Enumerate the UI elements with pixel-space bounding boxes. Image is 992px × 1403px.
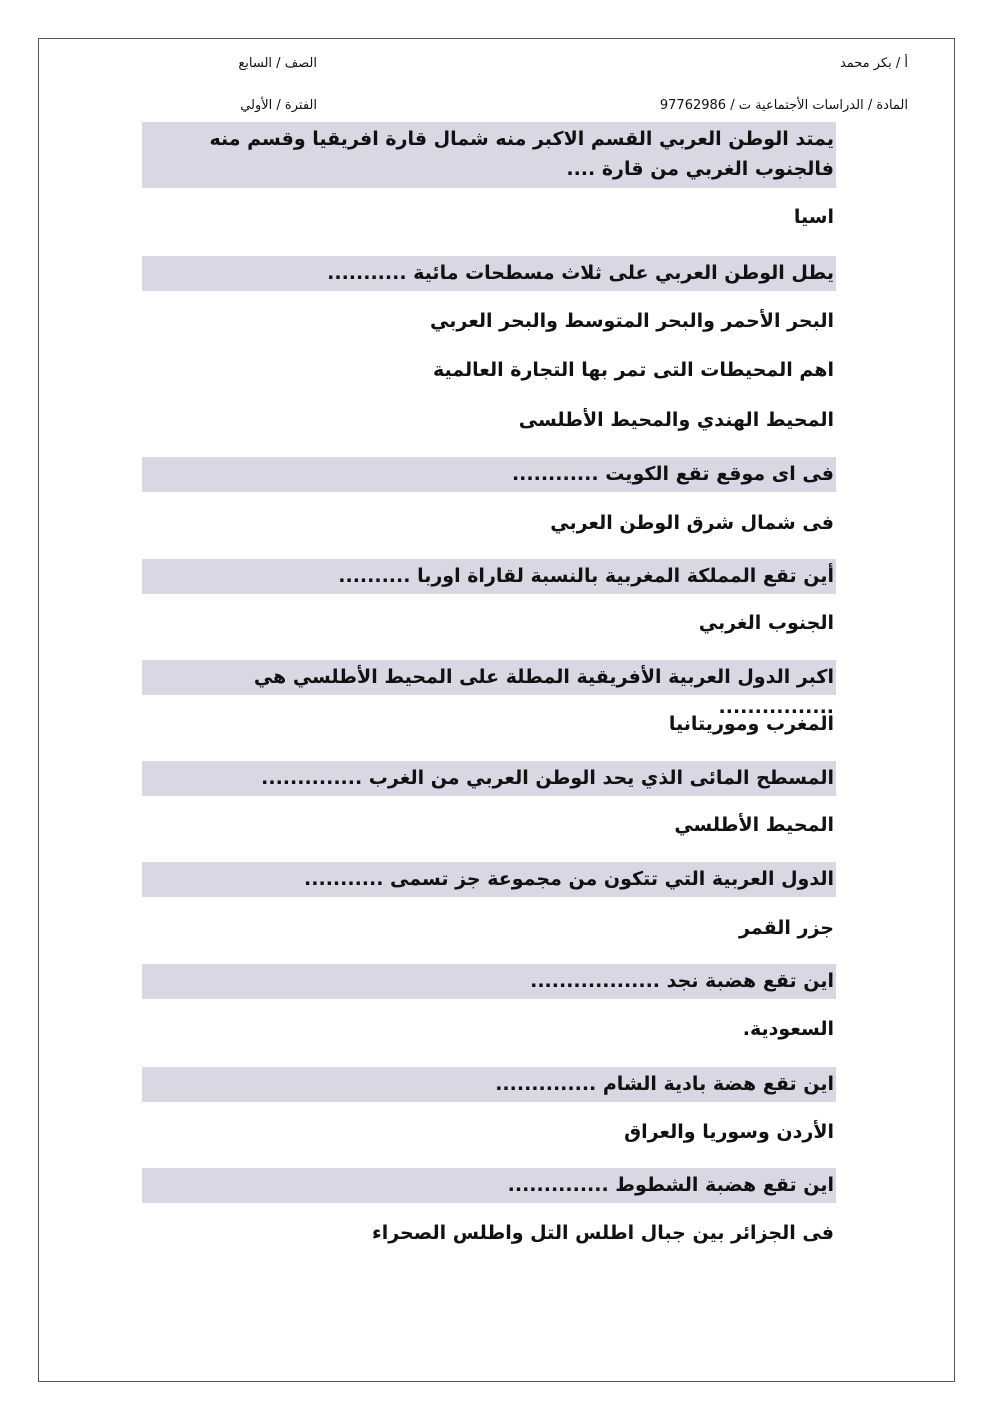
question-10: اين تقع هضة بادية الشام .............. (142, 1067, 836, 1102)
question-1: يمتد الوطن العربي القسم الاكبر منه شمال قارة افريقيا وقسم منه فالجنوب الغربي من قارة .... (142, 122, 836, 188)
question-2: يطل الوطن العربي على ثلاث مسطحات مائية ........... (142, 256, 836, 291)
answer-6: المغرب وموريتانيا (668, 713, 834, 735)
answer-7: المحيط الأطلسي (674, 814, 834, 836)
question-9: اين تقع هضبة نجد .................. (142, 964, 836, 999)
answer-9: السعودية. (742, 1018, 834, 1040)
question-11: اين تقع هضبة الشطوط .............. (142, 1168, 836, 1203)
answer-1: اسيا (793, 206, 834, 228)
question-7: المسطح المائى الذي يحد الوطن العربي من الغرب .............. (142, 761, 836, 796)
teacher-name: أ / بكر محمد (839, 56, 908, 71)
question-4: فى اى موقع تقع الكويت ............ (142, 457, 836, 492)
answer-11: فى الجزائر بين جبال اطلس التل واطلس الصحراء (372, 1222, 834, 1244)
question-3: اهم المحيطات التى تمر بها التجارة العالمية (432, 359, 834, 381)
grade-label: الصف / السابع (238, 56, 317, 71)
answer-2: البحر الأحمر والبحر المتوسط والبحر العربي (430, 310, 834, 332)
answer-5: الجنوب الغربي (698, 612, 834, 634)
question-6: اكبر الدول العربية الأفريقية المطلة على المحيط الأطلسي هي ................ (142, 660, 836, 695)
subject-and-phone: المادة / الدراسات الأجتماعية ت / 97762986 (659, 98, 908, 113)
answer-4: فى شمال شرق الوطن العربي (550, 512, 834, 534)
answer-3: المحيط الهندي والمحيط الأطلسى (518, 409, 834, 431)
question-8: الدول العربية التي تتكون من مجموعة جز تسمى ........... (142, 862, 836, 897)
answer-8: جزر القمر (739, 917, 834, 939)
answer-10: الأردن وسوريا والعراق (624, 1121, 834, 1143)
term-label: الفترة / الأولي (240, 98, 317, 113)
question-5: أين تقع المملكة المغربية بالنسبة لقاراة اوربا .......... (142, 559, 836, 594)
